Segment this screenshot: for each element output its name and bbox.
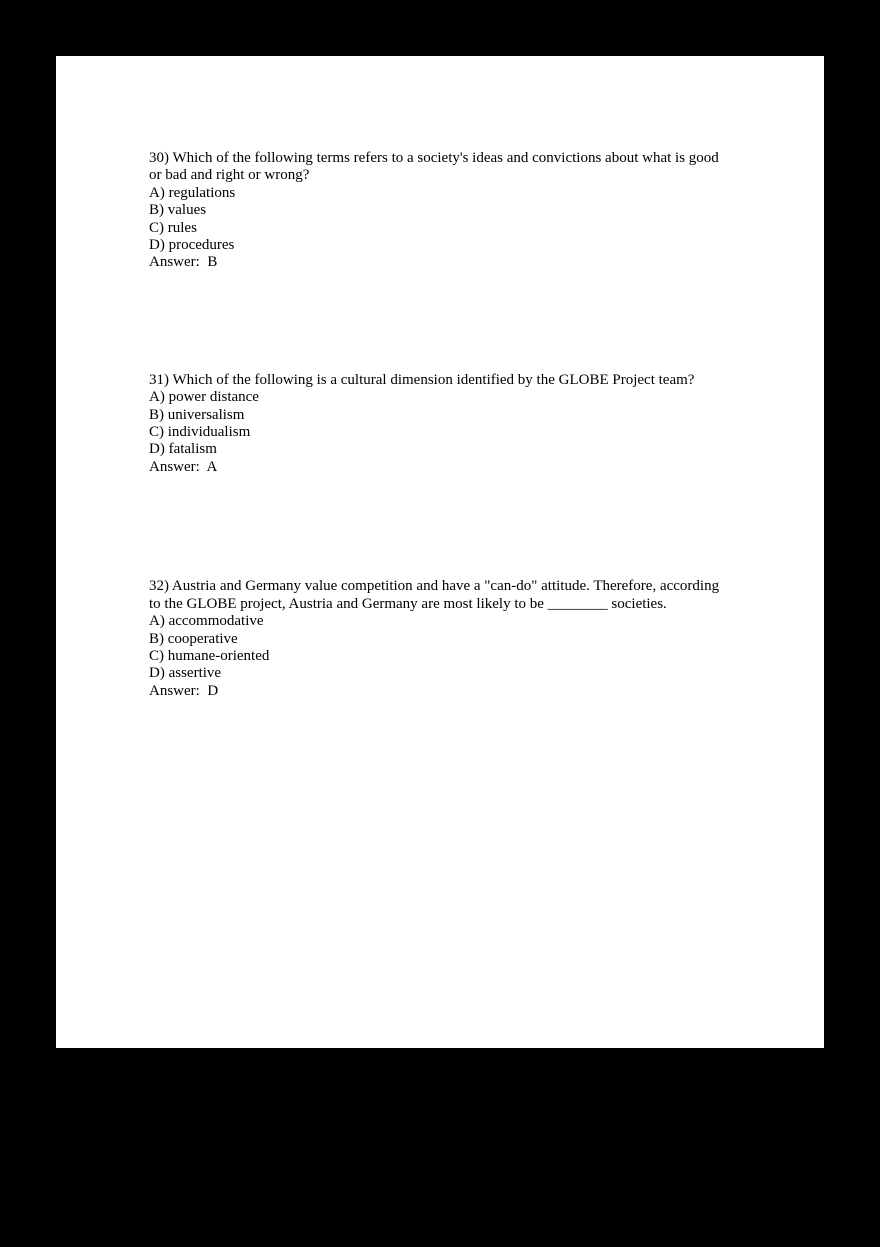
question-30: [149, 150, 809, 272]
document-page: [56, 56, 824, 1048]
option-c: C) individualism: [149, 424, 251, 441]
question-text-line: or bad and right or wrong?: [149, 167, 310, 184]
option-c: C) humane-oriented: [149, 647, 270, 664]
question-text-line: to the GLOBE project, Austria and Germany are most likely to be ________ societies.: [149, 595, 667, 612]
option-b: B) values: [149, 202, 207, 219]
option-a: A) power distance: [149, 389, 259, 406]
question-32: [149, 578, 809, 700]
question-text-line: 31) Which of the following is a cultural dimension identified by the GLOBE Project team?: [149, 371, 695, 388]
option-c: C) rules: [149, 219, 197, 236]
option-a: A) accommodative: [149, 613, 264, 630]
question-text-line: 32) Austria and Germany value competition and have a "can-do" attitude. Therefore, according: [149, 578, 720, 595]
question-31: [149, 372, 809, 476]
option-b: B) universalism: [149, 406, 245, 423]
question-text-line: 30) Which of the following terms refers to a society's ideas and convictions about what is good: [149, 150, 719, 166]
option-b: B) cooperative: [149, 630, 238, 647]
option-d: D) procedures: [149, 237, 235, 254]
answer-line: Answer: B: [149, 254, 218, 271]
answer-line: Answer: D: [149, 682, 219, 699]
option-d: D) fatalism: [149, 441, 217, 458]
page-content: [149, 150, 809, 700]
answer-line: Answer: A: [149, 458, 218, 475]
option-a: A) regulations: [149, 184, 236, 201]
option-d: D) assertive: [149, 665, 222, 682]
